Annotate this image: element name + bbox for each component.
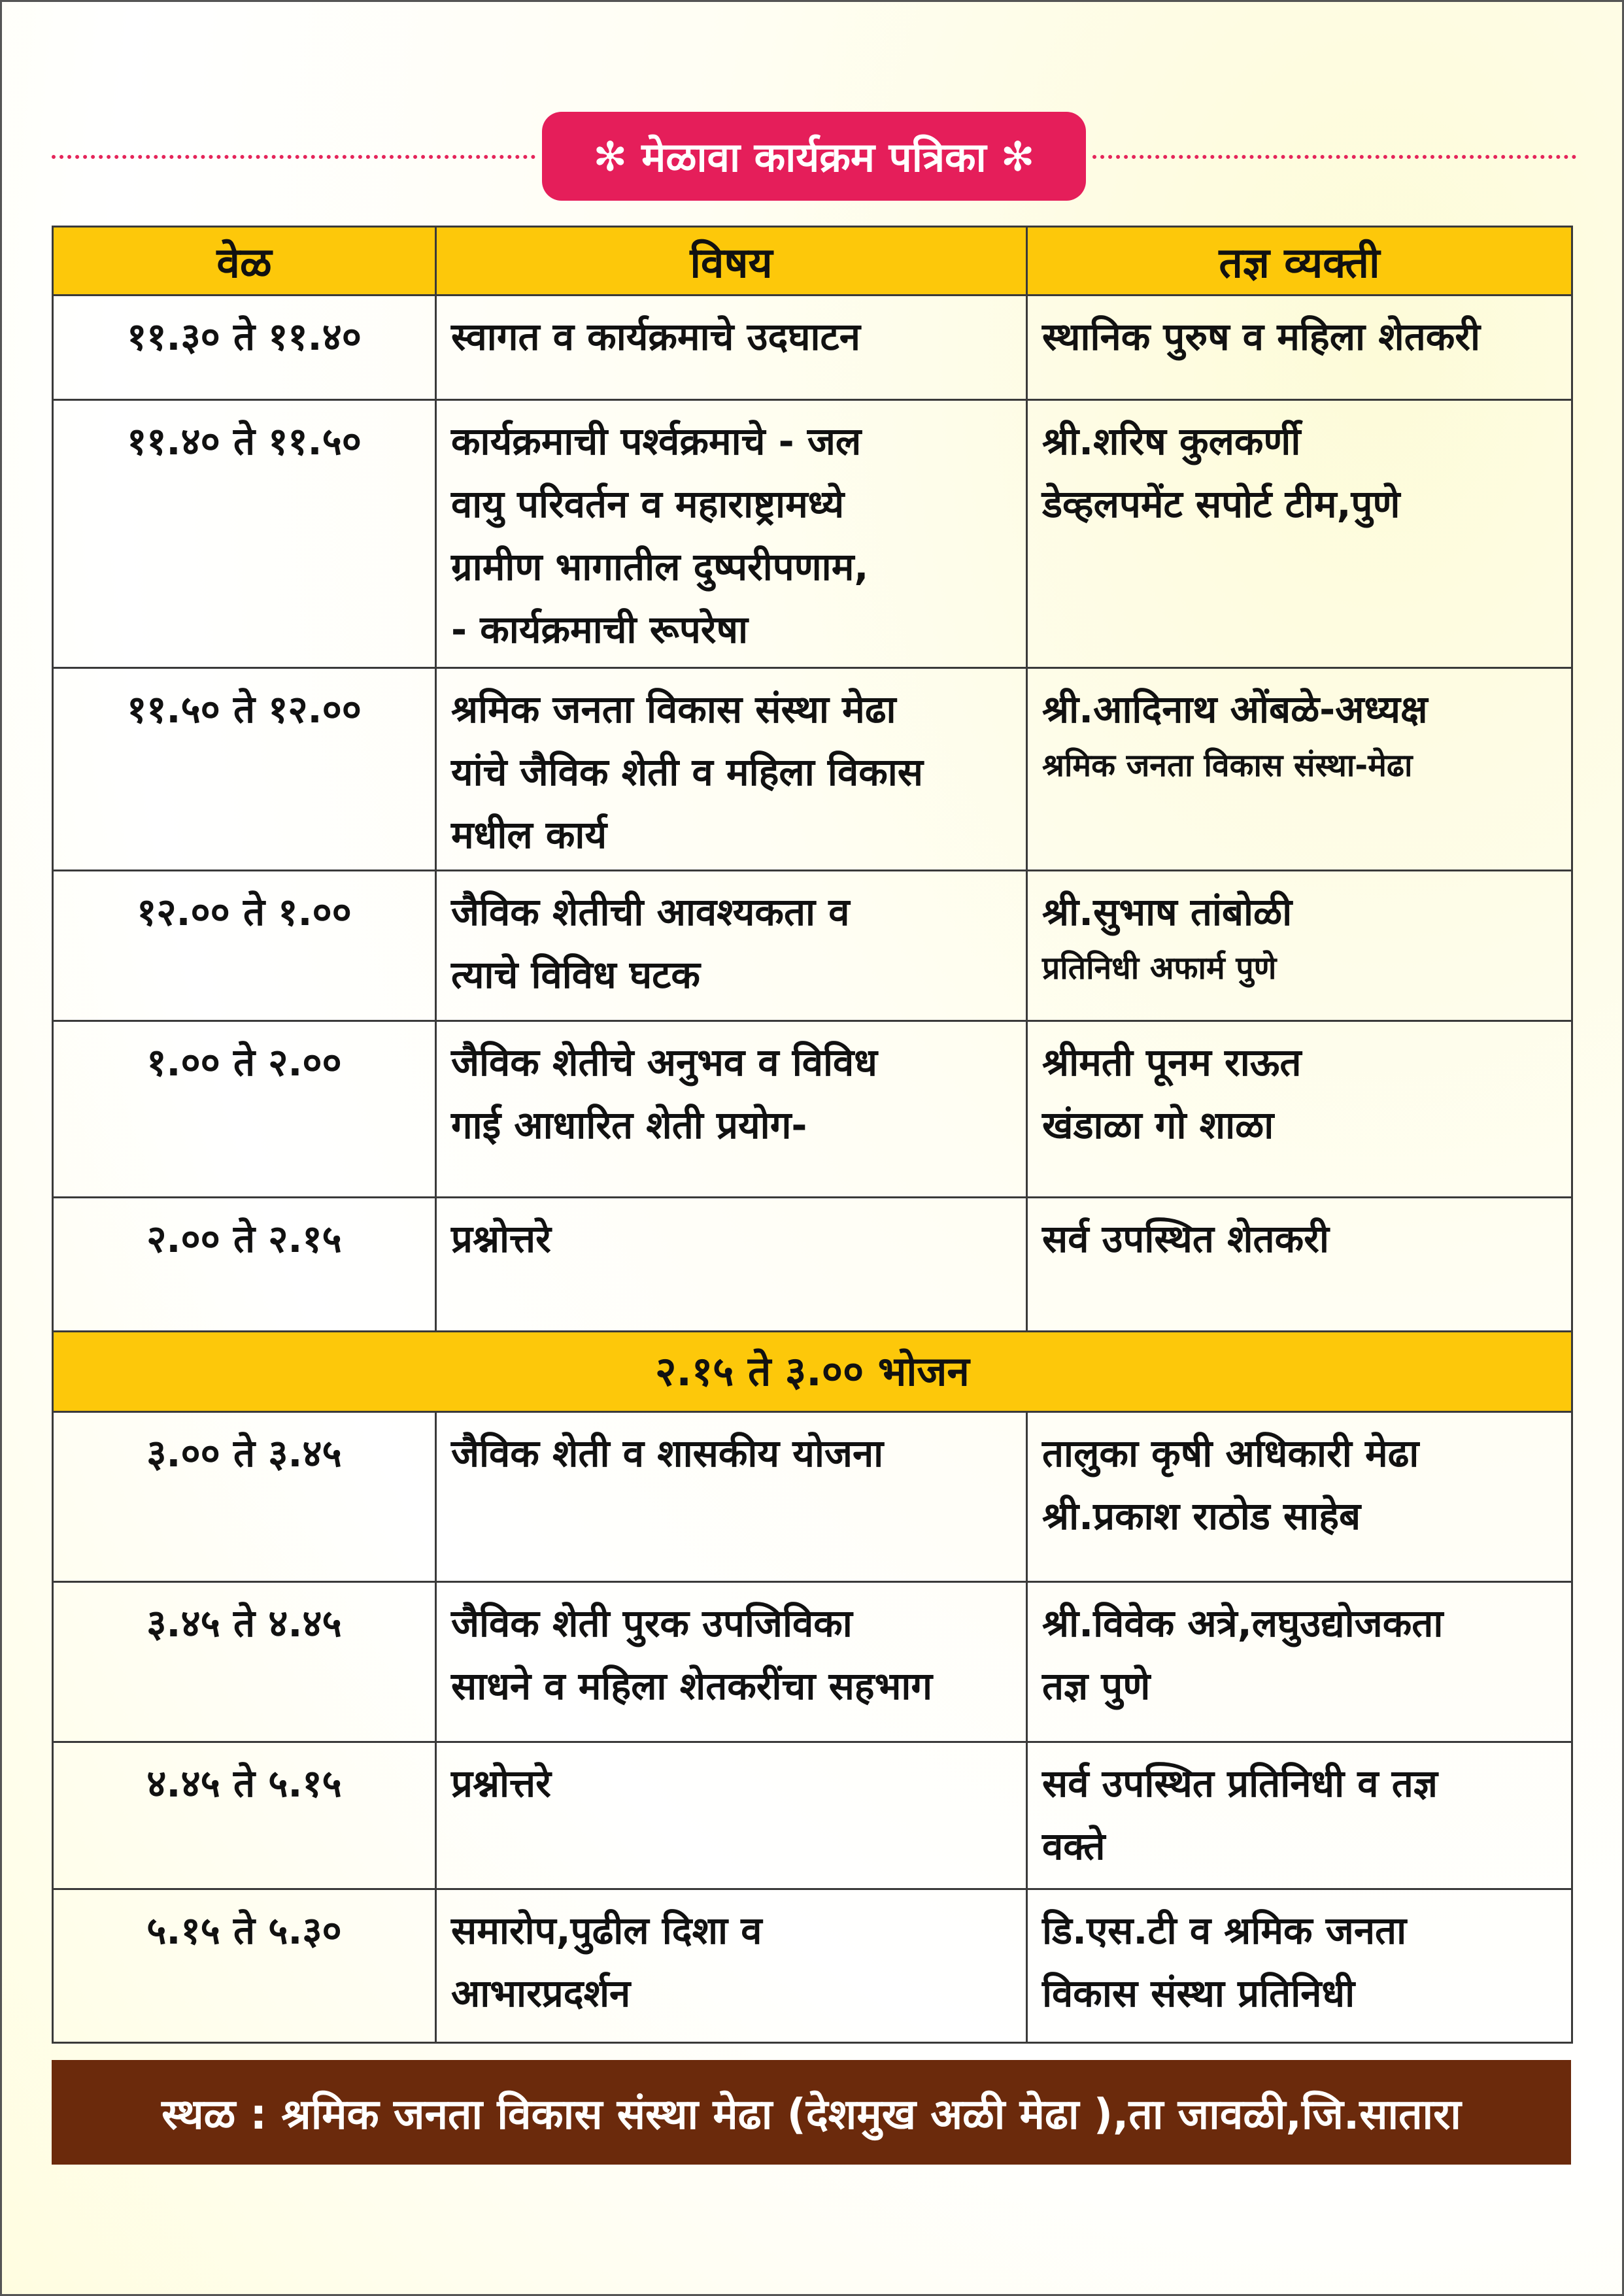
asterisk-icon: ✻	[593, 132, 628, 180]
lunch-break-label: २.१५ ते ३.०० भोजन	[53, 1332, 1572, 1412]
expert-cell	[1027, 1021, 1572, 1198]
expert-line: खंडाळा गो शाळा	[1042, 1103, 1274, 1147]
expert-line: तालुका कृषी अधिकारी मेढा	[1042, 1431, 1419, 1476]
lunch-break-row	[53, 1332, 1572, 1412]
topic-line: जैविक शेती व शासकीय योजना	[451, 1431, 884, 1476]
topic-line: कार्यक्रमाची पर्श्वक्रमाचे - जल	[451, 419, 862, 464]
title-dotted-line-left	[52, 155, 535, 159]
header-time: वेळ	[53, 227, 436, 295]
topic-cell	[436, 295, 1027, 400]
expert-line: श्री.विवेक अत्रे,लघुउद्योजकता	[1042, 1601, 1444, 1646]
table-row	[53, 1582, 1572, 1742]
topic-line: ग्रामीण भागातील दुष्परीपणाम,	[451, 545, 869, 589]
time-cell: ४.४५ ते ५.१५	[53, 1742, 436, 1889]
expert-line: श्री.सुभाष तांबोळी	[1042, 890, 1293, 934]
topic-line: आभारप्रदर्शन	[451, 1971, 631, 2016]
topic-line: वायु परिवर्तन व महाराष्ट्रामध्ये	[451, 482, 845, 526]
topic-cell	[436, 1021, 1027, 1198]
table-row	[53, 668, 1572, 871]
topic-line: मधील कार्य	[451, 813, 607, 857]
title-row	[52, 112, 1576, 201]
table-row	[53, 1889, 1572, 2043]
topic-line: जैविक शेती पुरक उपजिविका	[451, 1601, 853, 1646]
table-row	[53, 1198, 1572, 1332]
time-cell: ११.४० ते ११.५०	[53, 400, 436, 668]
expert-cell	[1027, 400, 1572, 668]
expert-line: वक्ते	[1042, 1824, 1106, 1868]
table-row	[53, 1021, 1572, 1198]
page-title: मेळावा कार्यक्रम पत्रिका	[641, 133, 987, 181]
expert-line: श्री.आदिनाथ ओंबळे-अध्यक्ष	[1042, 687, 1428, 732]
topic-line: त्याचे विविध घटक	[451, 953, 700, 997]
topic-cell	[436, 1742, 1027, 1889]
topic-line: प्रश्नोत्तरे	[451, 1217, 551, 1261]
topic-cell	[436, 1198, 1027, 1332]
topic-cell	[436, 668, 1027, 871]
time-cell: ५.१५ ते ५.३०	[53, 1889, 436, 2043]
expert-cell	[1027, 295, 1572, 400]
expert-line: सर्व उपस्थित प्रतिनिधी व तज्ञ	[1042, 1761, 1438, 1806]
expert-cell	[1027, 1889, 1572, 2043]
time-cell: ३.४५ ते ४.४५	[53, 1582, 436, 1742]
expert-cell	[1027, 1582, 1572, 1742]
time-cell: ११.५० ते १२.००	[53, 668, 436, 871]
expert-cell	[1027, 871, 1572, 1021]
topic-cell	[436, 871, 1027, 1021]
time-cell: १२.०० ते १.००	[53, 871, 436, 1021]
topic-line: श्रमिक जनता विकास संस्था मेढा	[451, 687, 896, 732]
expert-subline: श्रमिक जनता विकास संस्था-मेढा	[1042, 747, 1413, 784]
topic-line: साधने व महिला शेतकरींचा सहभाग	[451, 1664, 933, 1708]
topic-line: गाई आधारित शेती प्रयोग-	[451, 1103, 807, 1147]
expert-line: डेव्हलपमेंट सपोर्ट टीम,पुणे	[1042, 482, 1400, 526]
expert-cell	[1027, 668, 1572, 871]
table-row	[53, 295, 1572, 400]
schedule-table	[52, 226, 1573, 2044]
table-header-row	[53, 227, 1572, 295]
table-row	[53, 1742, 1572, 1889]
time-cell: ११.३० ते ११.४०	[53, 295, 436, 400]
expert-cell	[1027, 1198, 1572, 1332]
expert-line: विकास संस्था प्रतिनिधी	[1042, 1971, 1355, 2016]
time-cell: ३.०० ते ३.४५	[53, 1412, 436, 1582]
expert-cell	[1027, 1412, 1572, 1582]
topic-line: जैविक शेतीची आवश्यकता व	[451, 890, 850, 934]
table-row	[53, 871, 1572, 1021]
header-expert: तज्ञ व्यक्ती	[1027, 227, 1572, 295]
expert-line: तज्ञ पुणे	[1042, 1664, 1151, 1708]
topic-line: समारोप,पुढील दिशा व	[451, 1908, 762, 1953]
topic-line: - कार्यक्रमाची रूपरेषा	[451, 607, 749, 652]
table-row	[53, 400, 1572, 668]
title-dotted-line-right	[1092, 155, 1576, 159]
topic-line: जैविक शेतीचे अनुभव व विविध	[451, 1040, 877, 1085]
expert-line: डि.एस.टी व श्रमिक जनता	[1042, 1908, 1407, 1953]
topic-cell	[436, 400, 1027, 668]
expert-cell	[1027, 1742, 1572, 1889]
topic-cell	[436, 1889, 1027, 2043]
table-row	[53, 1412, 1572, 1582]
time-cell: २.०० ते २.१५	[53, 1198, 436, 1332]
title-banner	[542, 112, 1086, 201]
expert-line: सर्व उपस्थित शेतकरी	[1042, 1217, 1329, 1261]
topic-line: यांचे जैविक शेती व महिला विकास	[451, 750, 923, 794]
expert-line: श्री.शरिष कुलकर्णी	[1042, 419, 1301, 464]
topic-line: स्वागत व कार्यक्रमाचे उदघाटन	[451, 314, 860, 359]
header-topic: विषय	[436, 227, 1027, 295]
asterisk-icon: ✻	[1000, 132, 1035, 180]
topic-cell	[436, 1582, 1027, 1742]
venue-footer: स्थळ : श्रमिक जनता विकास संस्था मेढा (देशमुख अळी मेढा ),ता जावळी,जि.सातारा	[52, 2060, 1571, 2165]
expert-subline: प्रतिनिधी अफार्म पुणे	[1042, 950, 1277, 987]
time-cell: १.०० ते २.००	[53, 1021, 436, 1198]
expert-line: स्थानिक पुरुष व महिला शेतकरी	[1042, 314, 1481, 359]
topic-cell	[436, 1412, 1027, 1582]
expert-line: श्रीमती पूनम राऊत	[1042, 1040, 1302, 1085]
topic-line: प्रश्नोत्तरे	[451, 1761, 551, 1806]
expert-line: श्री.प्रकाश राठोड साहेब	[1042, 1494, 1361, 1538]
